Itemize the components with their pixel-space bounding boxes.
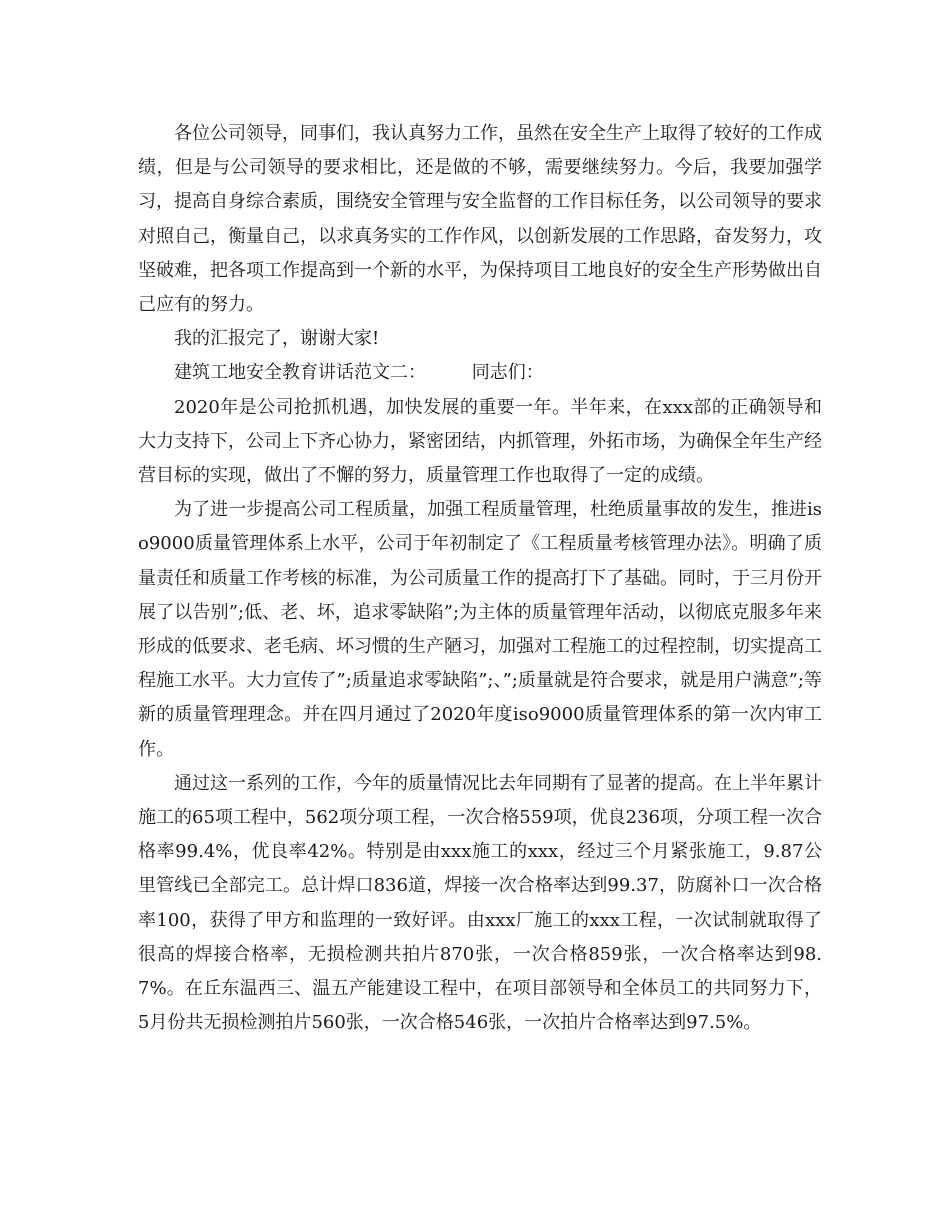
paragraph-thanks: 我的汇报完了，谢谢大家! bbox=[174, 328, 380, 350]
paragraph-quality-measures: 为了进一步提高公司工程质量，加强工程质量管理，杜绝质量事故的发生，推进iso9000质量管理体系上水平，公司于年初制定了《工程质量考核管理办法》。明确了质量责任和质量工作考核的标准，为公司质量工作的提高打下了基础。同时，于三月份开展了以告别”;低、老、坏，追求零缺陷”;为主体的质量管理年活动，以彻底克服多年来形成的低要求、老毛病、坏习惯的生产陋习，加强对工程施工的过程控制，切实提高工程施工水平。大力宣传了”;质量追求零缺陷”;、”;质量就是符合要求，就是用户满意”;等新的质量管理理念。并在四月通过了2020年度iso9000质量管理体系的第一次内审工作。 bbox=[138, 499, 822, 760]
paragraph-year-overview: 2020年是公司抢抓机遇，加快发展的重要一年。半年来，在xxx部的正确领导和大力支持下，公司上下齐心协力，紧密团结，内抓管理，外拓市场，为确保全年生产经营目标的实现，做出了不懈的努力，质量管理工作也取得了一定的成绩。 bbox=[138, 396, 822, 487]
document-body bbox=[138, 117, 822, 1040]
paragraph-quality-results: 通过这一系列的工作，今年的质量情况比去年同期有了显著的提高。在上半年累计施工的65项工程中，562项分项工程，一次合格559项，优良236项，分项工程一次合格率99.4%，优良率42%。特别是由xxx施工的xxx，经过三个月紧张施工，9.87公里管线已全部完工。总计焊口836道，焊接一次合格率达到99.37，防腐补口一次合格率100，获得了甲方和监理的一致好评。由xxx厂施工的xxx工程，一次试制就取得了很高的焊接合格率，无损检测共拍片870张，一次合格859张，一次合格率达到98.7%。在丘东温西三、温五产能建设工程中，在项目部领导和全体员工的共同努力下，5月份共无损检测拍片560张，一次合格546张，一次拍片合格率达到97.5%。 bbox=[138, 772, 822, 1034]
paragraph-section-heading: 建筑工地安全教育讲话范文二： 同志们： bbox=[174, 362, 544, 384]
paragraph-closing-summary: 各位公司领导，同事们，我认真努力工作，虽然在安全生产上取得了较好的工作成绩，但是与公司领导的要求相比，还是做的不够，需要继续努力。今后，我要加强学习，提高自身综合素质，围绕安全管理与安全监督的工作目标任务，以公司领导的要求对照自己，衡量自己，以求真务实的工作作风，以创新发展的工作思路，奋发努力，攻坚破难，把各项工作提高到一个新的水平，为保持项目工地良好的安全生产形势做出自己应有的努力。 bbox=[138, 123, 822, 316]
